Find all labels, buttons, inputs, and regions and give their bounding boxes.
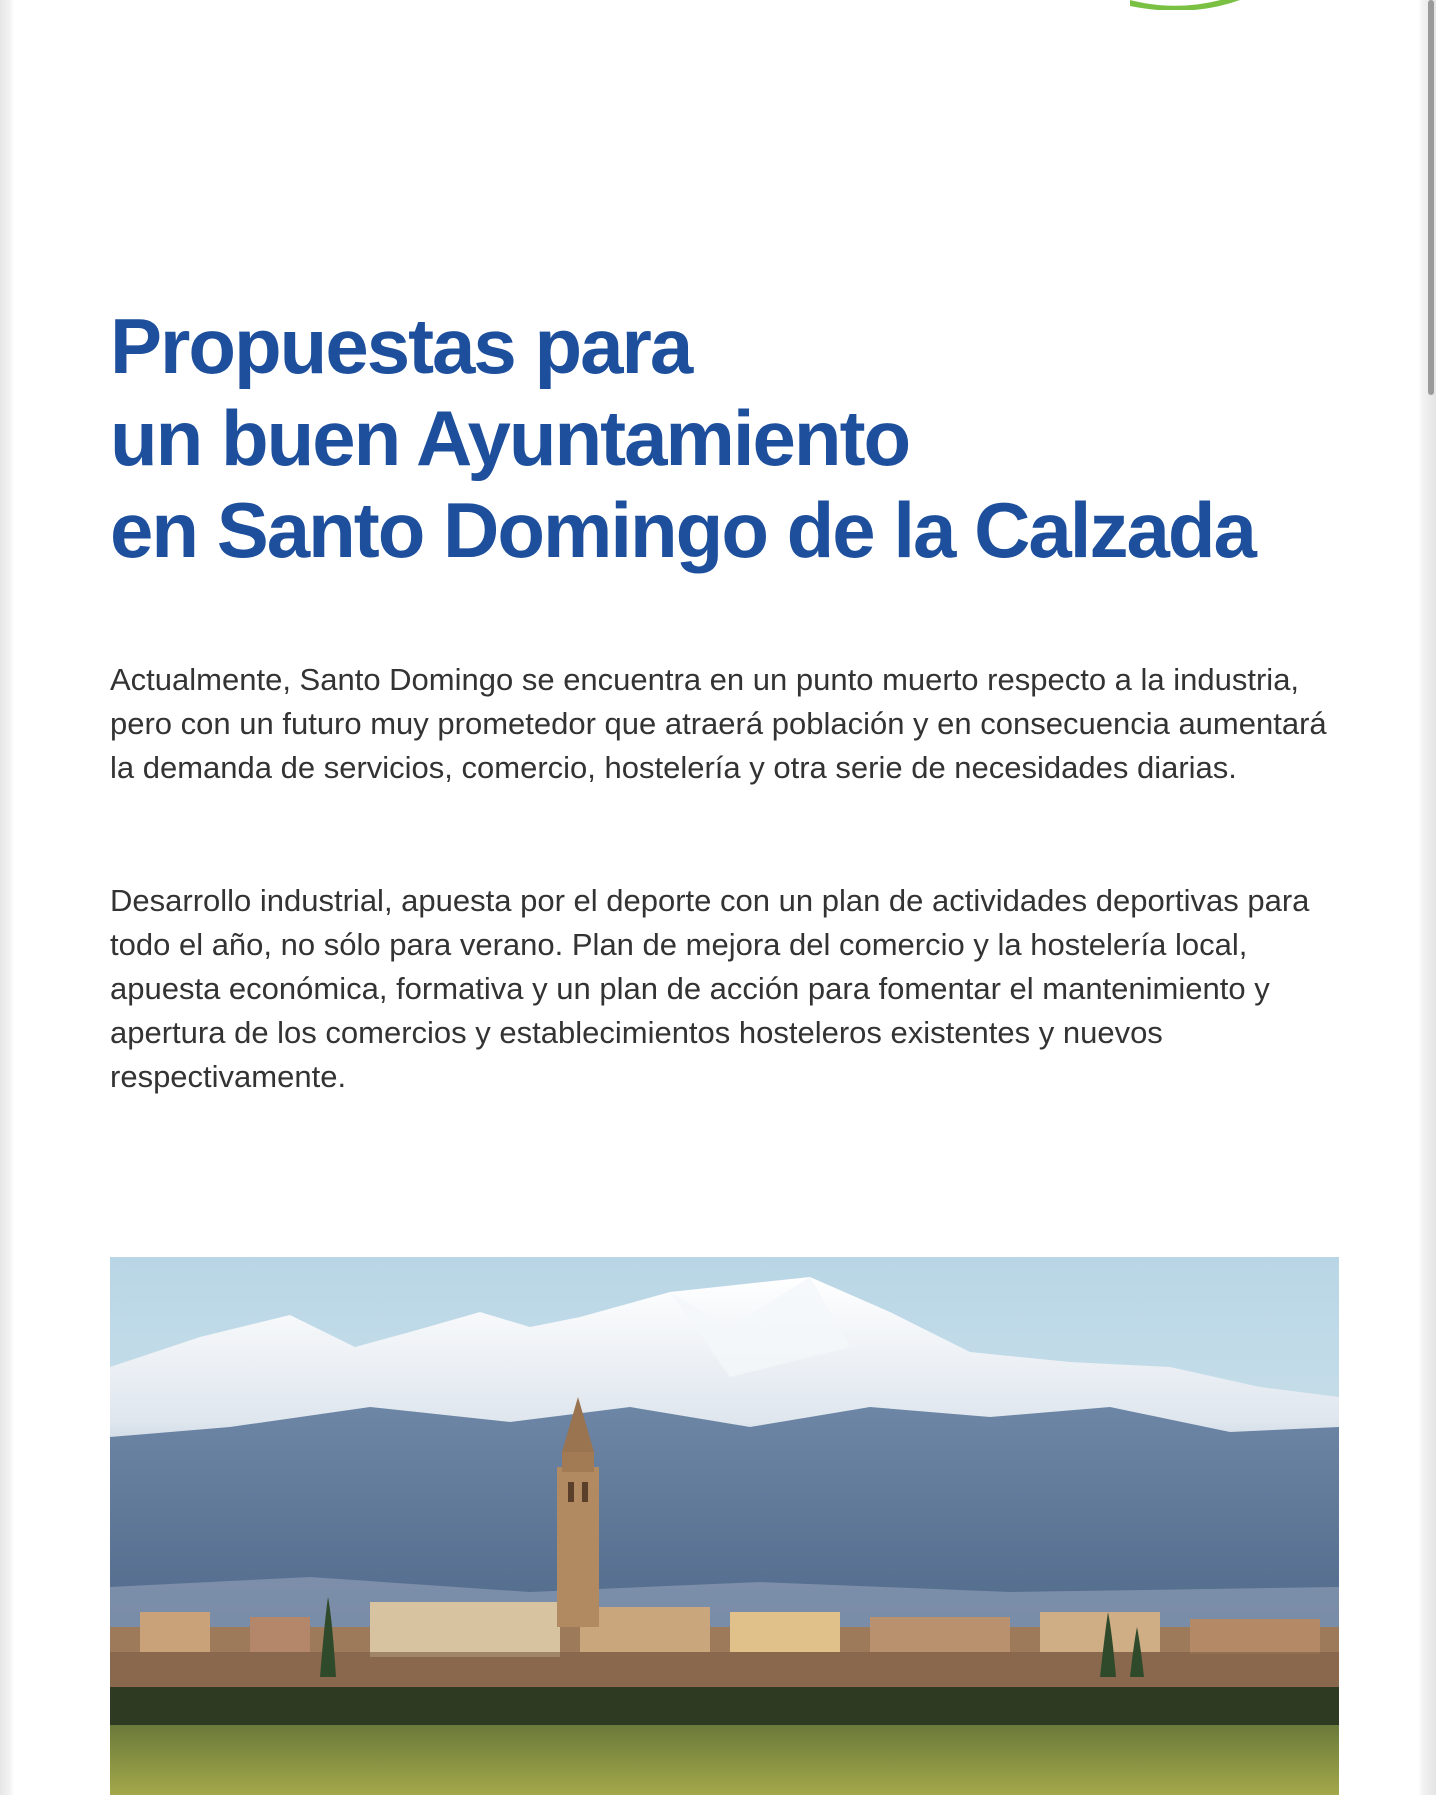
scrollbar-thumb[interactable] (1428, 0, 1434, 395)
title-line-1: Propuestas para (110, 302, 692, 390)
paragraph-proposals: Desarrollo industrial, apuesta por el deporte con un plan de actividades deportivas para todo el año, no sólo para verano. Plan de mejora del comercio y la hostelería local, apuesta económica, formativa y un plan de acción para fomentar el mantenimiento y apertura de los comercios y establecimientos hosteleros existentes y nuevos respectivamente. (110, 883, 1310, 1094)
page-title (110, 300, 1340, 576)
landscape-image (110, 1257, 1339, 1795)
page-frame-left (0, 0, 14, 1795)
town-landscape-photo (110, 1257, 1339, 1795)
brand-swoosh-icon (1130, 0, 1240, 10)
title-line-2: un buen Ayuntamiento (110, 394, 910, 482)
title-line-3: en Santo Domingo de la Calzada (110, 486, 1255, 574)
paragraph-intro: Actualmente, Santo Domingo se encuentra en un punto muerto respecto a la industria, pero con un futuro muy prometedor que atraerá población y en consecuencia aumentará la demanda de servicios, comercio, hostelería y otra serie de necesidades diarias. (110, 662, 1327, 785)
